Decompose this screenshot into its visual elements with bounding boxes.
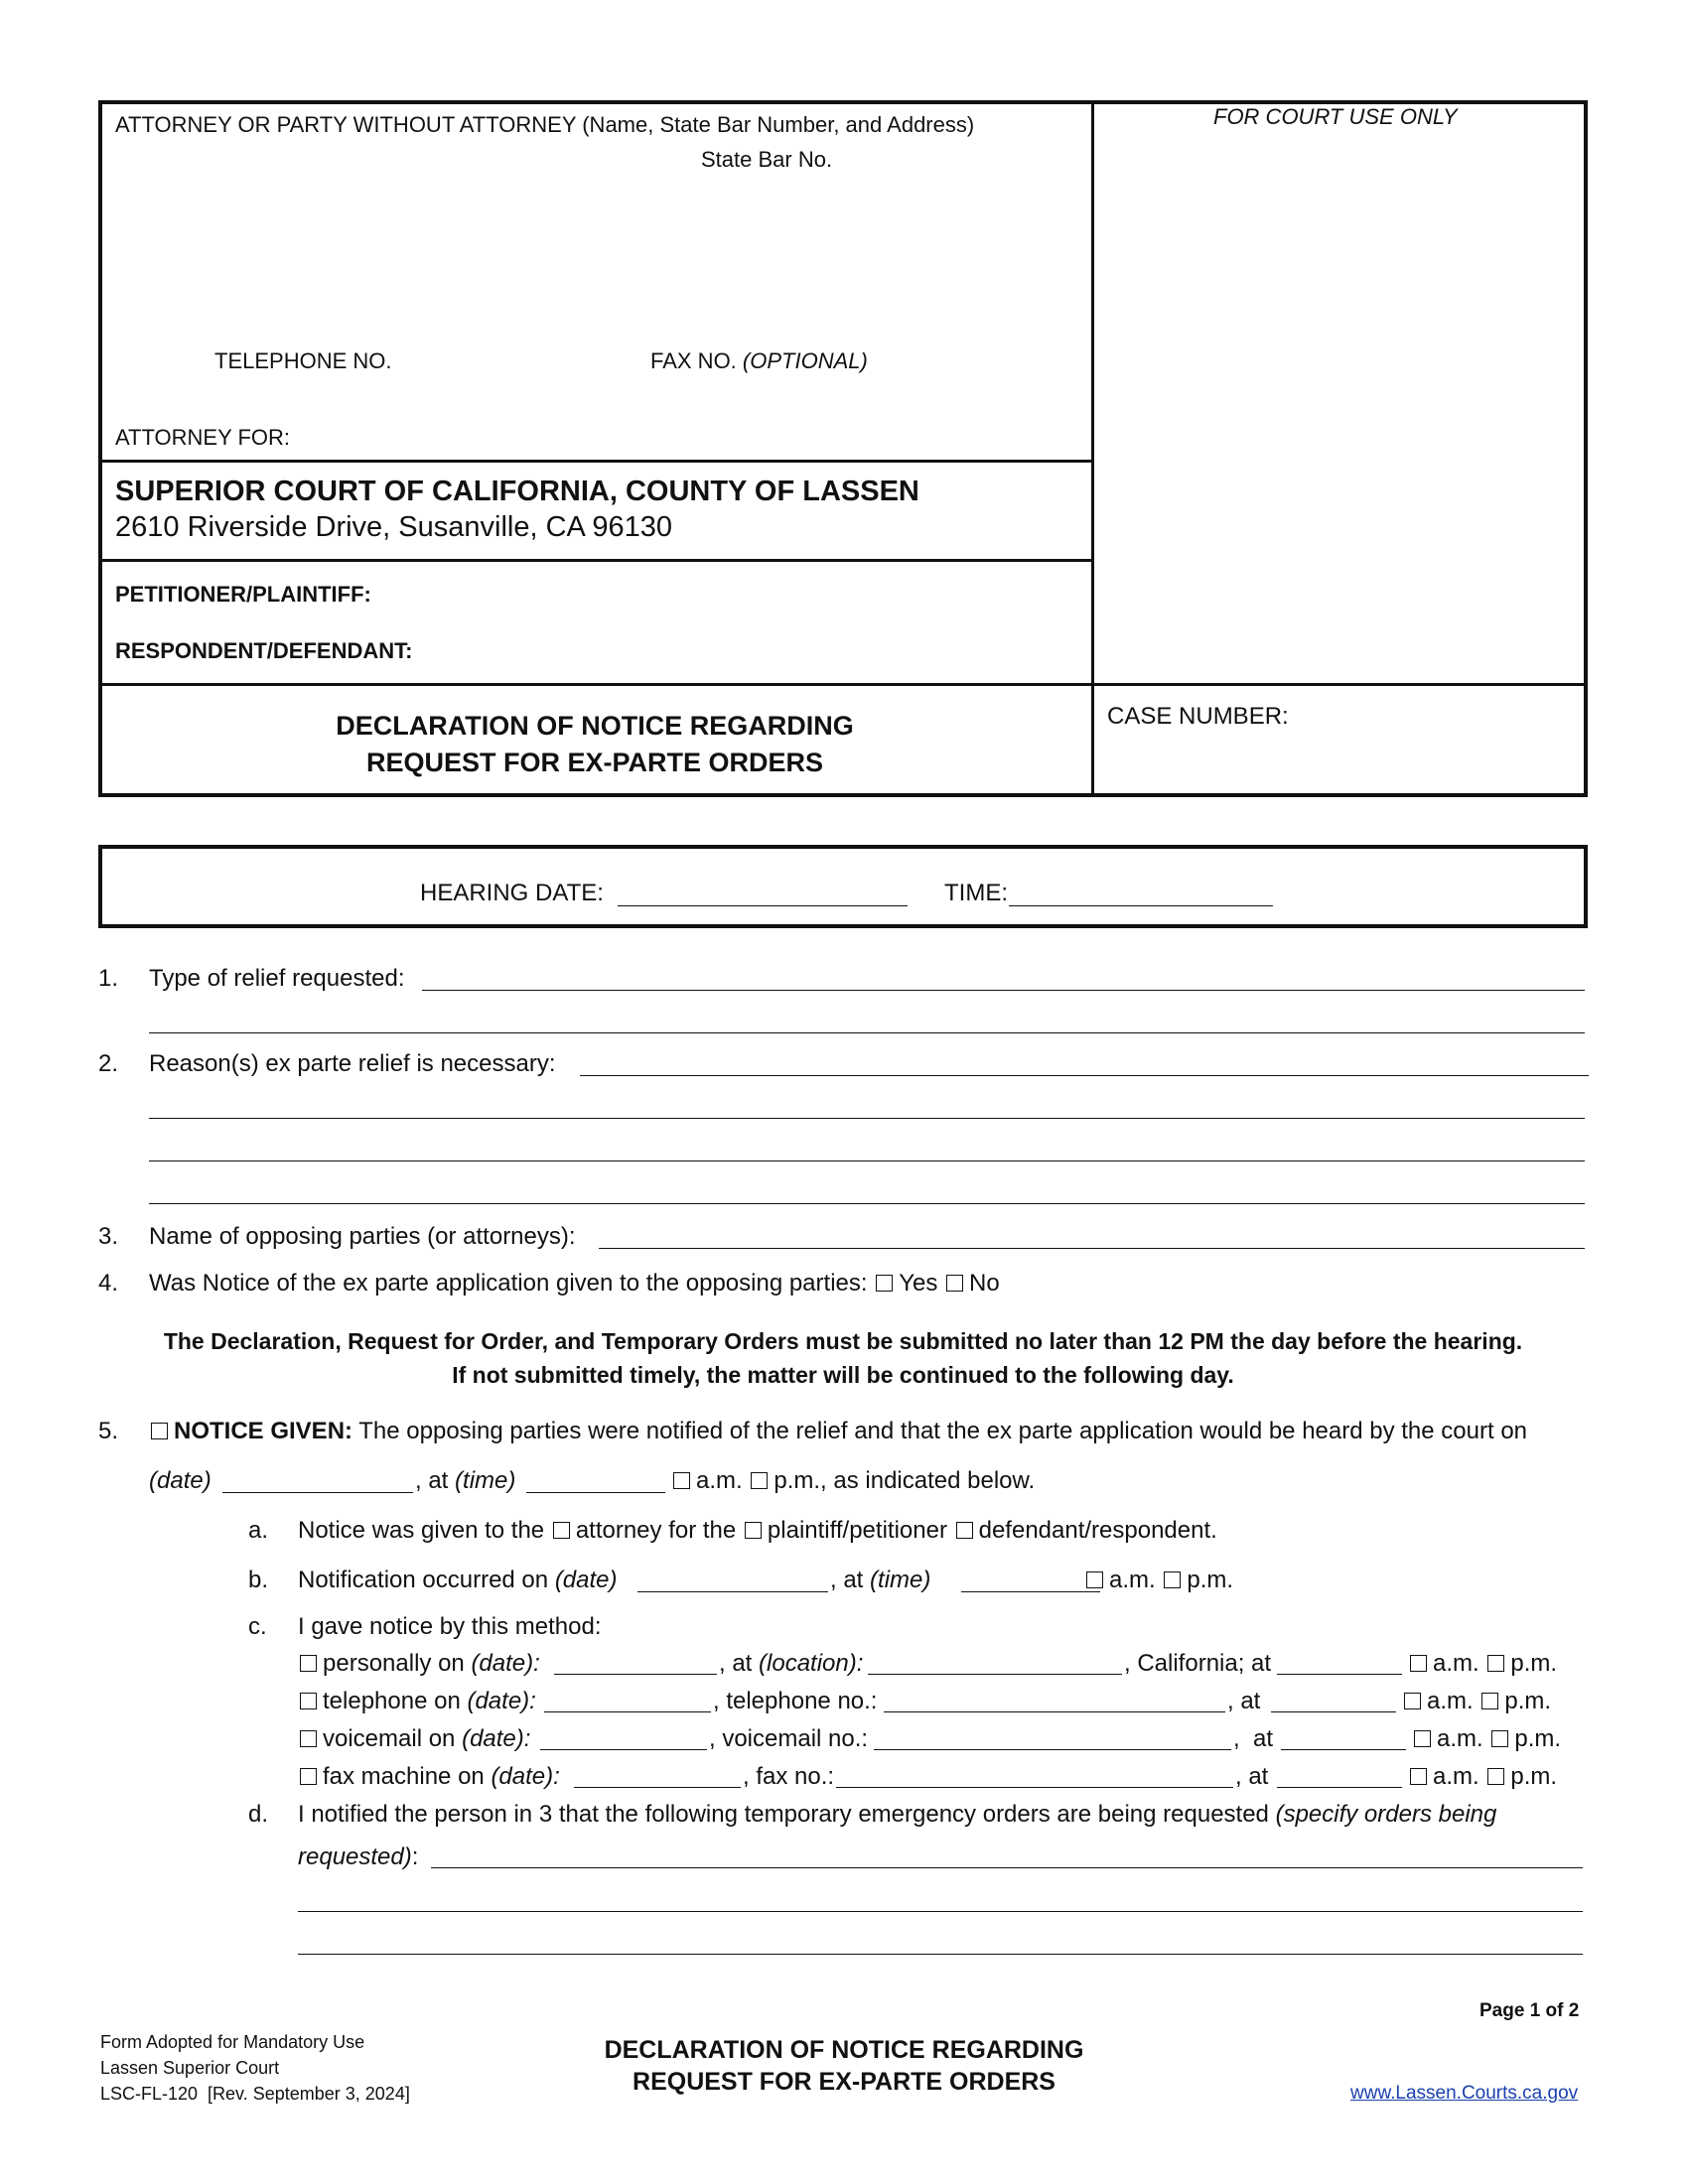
item-3-label: Name of opposing parties (or attorneys): [149, 1223, 576, 1250]
voicemail-no-label: , voicemail no.: [709, 1725, 869, 1752]
notice-given-checkbox[interactable] [151, 1423, 168, 1439]
personal-am-label: a.m. [1433, 1650, 1479, 1677]
voicemail-am-label: a.m. [1437, 1725, 1483, 1752]
item-5b-label [298, 1567, 618, 1594]
fax-time-field[interactable] [1277, 1787, 1402, 1788]
method-fax-label [298, 1763, 560, 1791]
item-3-number: 3. [98, 1223, 119, 1250]
yes-checkbox[interactable] [876, 1275, 893, 1292]
fax-pm-checkbox[interactable] [1487, 1768, 1504, 1785]
personal-location-field[interactable] [868, 1674, 1122, 1675]
personal-at-text: , at [719, 1650, 753, 1677]
telephone-am-checkbox[interactable] [1404, 1693, 1421, 1709]
opposing-parties-field[interactable] [599, 1248, 1585, 1249]
reason-field-3[interactable] [149, 1160, 1585, 1161]
voicemail-time-field[interactable] [1281, 1749, 1406, 1750]
item-4-label: Was Notice of the ex parte application given to the opposing parties: [149, 1270, 868, 1297]
telephone-no-label: , telephone no.: [713, 1688, 878, 1714]
attorney-label: ATTORNEY OR PARTY WITHOUT ATTORNEY (Name, State Bar Number, and Address) [115, 112, 975, 137]
item-5-ampm [671, 1467, 1035, 1495]
item-5-date-label [149, 1467, 211, 1495]
time-italic: (time) [455, 1467, 516, 1494]
b-time-italic: (time) [870, 1567, 931, 1593]
submission-notice-line1: The Declaration, Request for Order, and Temporary Orders must be submitted no later than 12 PM the day before the hearing. [163, 1328, 1523, 1354]
personal-time-field[interactable] [1277, 1674, 1402, 1675]
defendant-checkbox[interactable] [956, 1522, 973, 1539]
telephone-label: TELEPHONE NO. [214, 348, 392, 373]
b-date-italic: (date) [554, 1567, 618, 1593]
attorney-for-label: ATTORNEY FOR: [115, 425, 291, 450]
item-5d-letter: d. [248, 1801, 269, 1828]
fax-at-label: , at [1235, 1763, 1269, 1790]
voicemail-pm-checkbox[interactable] [1491, 1730, 1508, 1747]
court-name: SUPERIOR COURT OF CALIFORNIA, COUNTY OF LASSEN [115, 476, 919, 507]
fax-no-label: , fax no.: [743, 1763, 835, 1790]
notification-time-field[interactable] [961, 1591, 1100, 1592]
personal-ampm [1408, 1650, 1557, 1678]
item-5b-ampm [1084, 1567, 1233, 1594]
relief-requested-field-2[interactable] [149, 1032, 1585, 1033]
voicemail-at-label: , at [1233, 1725, 1274, 1752]
telephone-time-field[interactable] [1271, 1711, 1396, 1712]
reason-field-4[interactable] [149, 1203, 1585, 1204]
footer-title [477, 2034, 1211, 2098]
orders-requested-field[interactable] [431, 1867, 1583, 1868]
item-5d-text: I notified the person in 3 that the following temporary emergency orders are being requested [298, 1801, 1269, 1828]
item-5c-letter: c. [248, 1613, 267, 1640]
form-title-line1: DECLARATION OF NOTICE REGARDING [336, 711, 854, 741]
state-bar-label: State Bar No. [701, 147, 833, 172]
defendant-label: defendant/respondent. [978, 1517, 1217, 1544]
item-5b-letter: b. [248, 1567, 269, 1593]
item-5d-italic1: (specify orders being [1275, 1801, 1497, 1828]
voicemail-date-italic: (date): [462, 1725, 531, 1752]
hearing-date-label: HEARING DATE: [420, 880, 604, 906]
form-title-line2: REQUEST FOR EX-PARTE ORDERS [365, 748, 824, 777]
hearing-box [98, 845, 1588, 928]
telephone-no-field[interactable] [884, 1711, 1225, 1712]
footer-form-info [100, 2029, 410, 2107]
orders-requested-field-3[interactable] [298, 1954, 1583, 1955]
fax-text: fax machine on [323, 1763, 485, 1790]
item-1-number: 1. [98, 965, 119, 992]
telephone-date-field[interactable] [544, 1711, 711, 1712]
footer-form-id: LSC-FL-120 [Rev. September 3, 2024] [100, 2084, 410, 2104]
fax-pm-label: p.m. [1510, 1763, 1558, 1790]
fax-am-label: a.m. [1433, 1763, 1479, 1790]
item-2-label: Reason(s) ex parte relief is necessary: [149, 1050, 556, 1077]
personal-ca-label: , California; at [1124, 1650, 1272, 1677]
header-vertical-divider [1091, 104, 1094, 793]
item-5-row [149, 1418, 1527, 1445]
telephone-at-label: , at [1227, 1688, 1261, 1714]
fax-date-field[interactable] [574, 1787, 741, 1788]
voicemail-am-checkbox[interactable] [1414, 1730, 1431, 1747]
fax-date-italic: (date): [491, 1763, 560, 1790]
voicemail-pm-label: p.m. [1514, 1725, 1562, 1752]
hearing-time-field[interactable] [1009, 905, 1273, 906]
telephone-checkbox[interactable] [300, 1693, 317, 1709]
divider-attorney-court [102, 460, 1091, 463]
hearing-date-field[interactable] [618, 905, 908, 906]
footer-title-line2: REQUEST FOR EX-PARTE ORDERS [633, 2068, 1055, 2096]
pm-checkbox[interactable] [751, 1472, 768, 1489]
fax-am-checkbox[interactable] [1410, 1768, 1427, 1785]
item-5-number: 5. [98, 1418, 119, 1444]
notice-given-text: The opposing parties were notified of the relief and that the ex parte application would be heard by the court on [358, 1418, 1528, 1444]
telephone-text: telephone on [323, 1688, 461, 1714]
at-text: , at [415, 1467, 449, 1494]
personal-location-italic: (location): [759, 1650, 864, 1677]
telephone-ampm [1402, 1688, 1551, 1715]
telephone-date-italic: (date): [467, 1688, 536, 1714]
notification-occurred-text: Notification occurred on [298, 1567, 549, 1593]
method-telephone-label [298, 1688, 536, 1715]
personal-text: personally on [323, 1650, 465, 1677]
item-4-row [149, 1270, 1000, 1297]
notification-date-field[interactable] [637, 1591, 828, 1592]
fax-ampm [1408, 1763, 1557, 1791]
court-website-link[interactable]: www.Lassen.Courts.ca.gov [1350, 2083, 1579, 2104]
divider-parties-title [102, 683, 1584, 686]
footer-title-line1: DECLARATION OF NOTICE REGARDING [604, 2036, 1084, 2064]
personal-checkbox[interactable] [300, 1655, 317, 1672]
voicemail-checkbox[interactable] [300, 1730, 317, 1747]
footer-court: Lassen Superior Court [100, 2058, 280, 2078]
b-pm-checkbox[interactable] [1164, 1571, 1181, 1588]
footer-adopted: Form Adopted for Mandatory Use [100, 2032, 365, 2052]
fax-label-group [650, 348, 868, 374]
respondent-label: RESPONDENT/DEFENDANT: [115, 638, 413, 663]
relief-requested-field[interactable] [422, 990, 1585, 991]
b-at-text: , at [830, 1567, 864, 1593]
personal-date-italic: (date): [471, 1650, 540, 1677]
am-checkbox[interactable] [673, 1472, 690, 1489]
submission-notice-line2: If not submitted timely, the matter will be continued to the following day. [452, 1362, 1234, 1388]
item-1-label: Type of relief requested: [149, 965, 405, 992]
pm-label: p.m., as indicated below. [774, 1467, 1036, 1494]
date-italic: (date) [149, 1467, 211, 1494]
item-5b-time-label [830, 1567, 930, 1594]
reason-field[interactable] [580, 1075, 1589, 1076]
fax-label: FAX NO. [650, 348, 737, 373]
b-pm-label: p.m. [1187, 1567, 1234, 1593]
form-title [102, 708, 1087, 781]
voicemail-no-field[interactable] [874, 1749, 1231, 1750]
court-address: 2610 Riverside Drive, Susanville, CA 96130 [115, 511, 672, 543]
notice-time-field[interactable] [526, 1492, 665, 1493]
attorney-for-text: attorney for the [575, 1517, 737, 1544]
plaintiff-label: plaintiff/petitioner [767, 1517, 947, 1544]
am-label: a.m. [696, 1467, 743, 1494]
submission-notice [98, 1324, 1588, 1392]
notice-given-to-label: Notice was given to the [298, 1517, 545, 1544]
item-5a-row [298, 1517, 1217, 1545]
item-5c-label: I gave notice by this method: [298, 1613, 602, 1640]
item-5d-row2 [298, 1843, 418, 1871]
voicemail-date-field[interactable] [540, 1749, 707, 1750]
item-5d-row1 [298, 1801, 1496, 1829]
no-label: No [969, 1270, 1000, 1297]
notice-given-heading: NOTICE GIVEN: [174, 1418, 353, 1444]
personal-location-label [719, 1650, 863, 1678]
method-personal-label [298, 1650, 540, 1678]
attorney-checkbox[interactable] [553, 1522, 570, 1539]
telephone-pm-label: p.m. [1504, 1688, 1552, 1714]
item-5-time-label [415, 1467, 515, 1495]
item-2-number: 2. [98, 1050, 119, 1077]
notice-date-field[interactable] [222, 1492, 413, 1493]
plaintiff-checkbox[interactable] [745, 1522, 762, 1539]
personal-date-field[interactable] [554, 1674, 717, 1675]
orders-requested-field-2[interactable] [298, 1911, 1583, 1912]
personal-pm-checkbox[interactable] [1487, 1655, 1504, 1672]
petitioner-label: PETITIONER/PLAINTIFF: [115, 582, 371, 607]
fax-optional: (OPTIONAL) [742, 348, 868, 373]
divider-court-parties [102, 559, 1091, 562]
item-5d-colon: : [411, 1843, 419, 1870]
voicemail-text: voicemail on [323, 1725, 456, 1752]
item-4-number: 4. [98, 1270, 119, 1297]
item-5a-letter: a. [248, 1517, 269, 1544]
personal-pm-label: p.m. [1510, 1650, 1558, 1677]
item-5d-italic2: requested) [298, 1843, 412, 1870]
telephone-pm-checkbox[interactable] [1481, 1693, 1498, 1709]
yes-label: Yes [899, 1270, 938, 1297]
fax-no-field[interactable] [836, 1787, 1233, 1788]
reason-field-2[interactable] [149, 1118, 1585, 1119]
page-number: Page 1 of 2 [1479, 2000, 1580, 2021]
b-am-checkbox[interactable] [1086, 1571, 1103, 1588]
case-number-label: CASE NUMBER: [1107, 703, 1289, 730]
personal-am-checkbox[interactable] [1410, 1655, 1427, 1672]
telephone-am-label: a.m. [1427, 1688, 1474, 1714]
hearing-time-label: TIME: [944, 880, 1008, 906]
voicemail-ampm [1412, 1725, 1561, 1753]
caption-header-box [98, 100, 1588, 797]
court-use-label: FOR COURT USE ONLY [1213, 104, 1458, 129]
fax-checkbox[interactable] [300, 1768, 317, 1785]
b-am-label: a.m. [1109, 1567, 1156, 1593]
no-checkbox[interactable] [946, 1275, 963, 1292]
method-voicemail-label [298, 1725, 530, 1753]
